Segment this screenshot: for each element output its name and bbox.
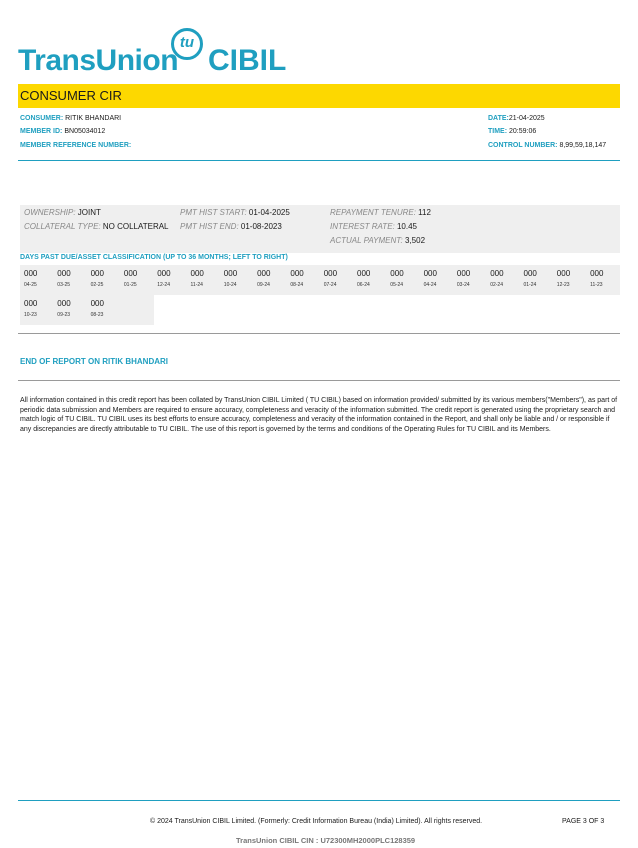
dpd-month: 03-25: [57, 282, 71, 288]
pmt-end-label: PMT HIST END:: [180, 222, 239, 231]
report-title: CONSUMER CIR: [20, 88, 122, 103]
brand-suffix: CIBIL: [208, 44, 287, 77]
end-of-report: END OF REPORT ON RITIK BHANDARI: [20, 357, 168, 366]
dpd-cell: [357, 265, 390, 288]
dpd-value: 000: [24, 269, 38, 278]
dpd-month: 09-23: [57, 312, 71, 318]
page-number: PAGE 3 OF 3: [562, 818, 605, 825]
collateral-label: COLLATERAL TYPE:: [24, 222, 101, 231]
dpd-cell: [157, 265, 190, 288]
interest-value: 10.45: [396, 222, 418, 231]
dpd-cell: [524, 265, 557, 288]
dpd-month: 02-24: [490, 282, 503, 288]
dpd-value: 000: [123, 269, 138, 278]
dpd-value: 000: [223, 269, 238, 278]
tenure-field: [330, 208, 431, 217]
pmt-start-field: [180, 208, 290, 217]
dpd-cell: [424, 265, 457, 288]
ownership-label: OWNERSHIP:: [24, 208, 76, 217]
actual-payment-label: ACTUAL PAYMENT:: [330, 236, 403, 245]
consumer-label: CONSUMER:: [20, 115, 64, 122]
dpd-value: 000: [190, 269, 204, 278]
time-row: [488, 128, 536, 135]
dpd-month: 11-24: [190, 282, 203, 288]
dpd-cell: [457, 265, 490, 288]
dpd-value: 000: [90, 299, 104, 308]
member-ref-label: MEMBER REFERENCE NUMBER:: [20, 142, 132, 149]
dpd-month: 11-23: [590, 282, 603, 288]
report-title-bar: [18, 84, 620, 108]
dpd-month: 06-24: [357, 282, 370, 288]
tenure-label: REPAYMENT TENURE:: [330, 208, 416, 217]
tu-mark-icon: tu: [171, 28, 203, 60]
dpd-month: 09-24: [257, 282, 270, 288]
date-row: [488, 115, 545, 122]
dpd-value: 000: [390, 269, 404, 278]
control-row: [488, 142, 606, 149]
dpd-cell: [290, 265, 323, 288]
dpd-value: 000: [357, 269, 371, 278]
dpd-row-2: [20, 295, 154, 325]
dpd-cell: [324, 265, 357, 288]
dpd-month: 05-24: [390, 282, 404, 288]
transunion-cibil-logo: [18, 22, 318, 82]
member-ref-row: [20, 142, 131, 149]
dpd-cell: [590, 265, 623, 288]
dpd-month: 12-24: [157, 282, 170, 288]
brand-name: TransUnion: [18, 44, 179, 77]
dpd-value: 000: [257, 269, 271, 278]
dpd-value: 000: [523, 269, 537, 278]
dpd-cell: [91, 265, 124, 288]
dpd-month: 10-24: [223, 282, 237, 288]
dpd-value: 000: [290, 269, 304, 278]
pmt-end-field: [180, 222, 282, 231]
actual-payment-value: 3,502: [405, 236, 426, 245]
dpd-cell: [557, 265, 590, 288]
dpd-cell: [24, 265, 57, 288]
member-id-row: [20, 128, 105, 135]
dpd-cell: [257, 265, 290, 288]
control-value: 8,99,59,18,147: [559, 142, 607, 149]
dpd-cell: [124, 265, 157, 288]
dpd-cell: [57, 295, 90, 318]
dpd-month: 03-24: [456, 282, 470, 288]
pmt-start-value: 01-04-2025: [248, 208, 290, 217]
dpd-month: 02-25: [90, 282, 104, 288]
date-value: 21-04-2025: [508, 115, 545, 122]
cin-text: TransUnion CIBIL CIN : U72300MH2000PLC128359: [236, 836, 416, 845]
dpd-month: 12-23: [556, 282, 570, 288]
interest-field: [330, 222, 417, 231]
tenure-value: 112: [418, 208, 431, 217]
dpd-value: 000: [57, 299, 71, 308]
section-divider: [18, 333, 620, 334]
footer-divider: [18, 800, 620, 801]
control-label: CONTROL NUMBER:: [488, 142, 558, 149]
member-id-label: MEMBER ID:: [20, 128, 63, 135]
collateral-field: [24, 222, 169, 231]
dpd-value: 000: [456, 269, 471, 278]
interest-label: INTEREST RATE:: [330, 222, 395, 231]
header-divider: [18, 160, 620, 161]
dpd-month: 01-25: [123, 282, 137, 288]
time-label: TIME:: [488, 128, 508, 135]
dpd-value: 000: [157, 269, 171, 278]
ownership-value: JOINT: [77, 208, 101, 217]
dpd-cell: [224, 265, 257, 288]
member-id-value: BN05034012: [64, 128, 106, 135]
dpd-title: DAYS PAST DUE/ASSET CLASSIFICATION (UP TO 36 MONTHS; LEFT TO RIGHT): [20, 254, 288, 261]
dpd-value: 000: [490, 269, 504, 278]
actual-payment-field: [330, 236, 425, 245]
dpd-month: 07-24: [323, 282, 337, 288]
dpd-value: 000: [423, 269, 437, 278]
dpd-value: 000: [323, 269, 338, 278]
end-divider: [18, 380, 620, 381]
dpd-value: 000: [590, 269, 604, 278]
dpd-cell: [24, 295, 57, 318]
time-value: 20:59:06: [509, 128, 537, 135]
pmt-start-label: PMT HIST START:: [180, 208, 247, 217]
consumer-value: RITIK BHANDARI: [65, 115, 122, 122]
dpd-month: 08-24: [290, 282, 304, 288]
dpd-cell: [490, 265, 523, 288]
copyright-text: © 2024 TransUnion CIBIL Limited. (Formerly: Credit Information Bureau (India) Limited). All rights reserved.: [150, 818, 483, 825]
collateral-value: NO COLLATERAL: [102, 222, 169, 231]
dpd-value: 000: [90, 269, 104, 278]
dpd-value: 000: [57, 269, 71, 278]
disclaimer-text: All information contained in this credit report has been collated by TransUnion CIBIL Limited ( TU CIBIL) based on information provided/ submitted by its various members("Members"), as part of periodic data submission and Members are required to ensure accuracy, completeness and veracity of the information submitted. The credit report is generated using the proprietary search and match logic of TU CIBIL. TU CIBIL uses its best efforts to ensure accuracy, completeness and veracity of the information contained in the Report, and shall only be liable and / or responsible if any discrepancies are directly attributable to TU CIBIL. The use of this report is governed by the terms and conditions of the Operating Rules for TU CIBIL and its Members.: [20, 397, 618, 433]
dpd-month: 01-24: [523, 282, 537, 288]
dpd-month: 04-24: [423, 282, 437, 288]
dpd-month: 10-23: [24, 312, 37, 318]
dpd-cell: [57, 265, 90, 288]
pmt-end-value: 01-08-2023: [240, 222, 282, 231]
dpd-row-1: [20, 265, 620, 295]
consumer-row: [20, 115, 121, 122]
date-label: DATE:: [488, 115, 509, 122]
dpd-month: 08-23: [90, 312, 104, 318]
dpd-cell: [91, 295, 124, 318]
dpd-month: 04-25: [24, 282, 37, 288]
dpd-cell: [191, 265, 224, 288]
dpd-cell: [390, 265, 423, 288]
ownership-field: [24, 208, 101, 217]
dpd-value: 000: [24, 299, 38, 308]
dpd-value: 000: [556, 269, 571, 278]
